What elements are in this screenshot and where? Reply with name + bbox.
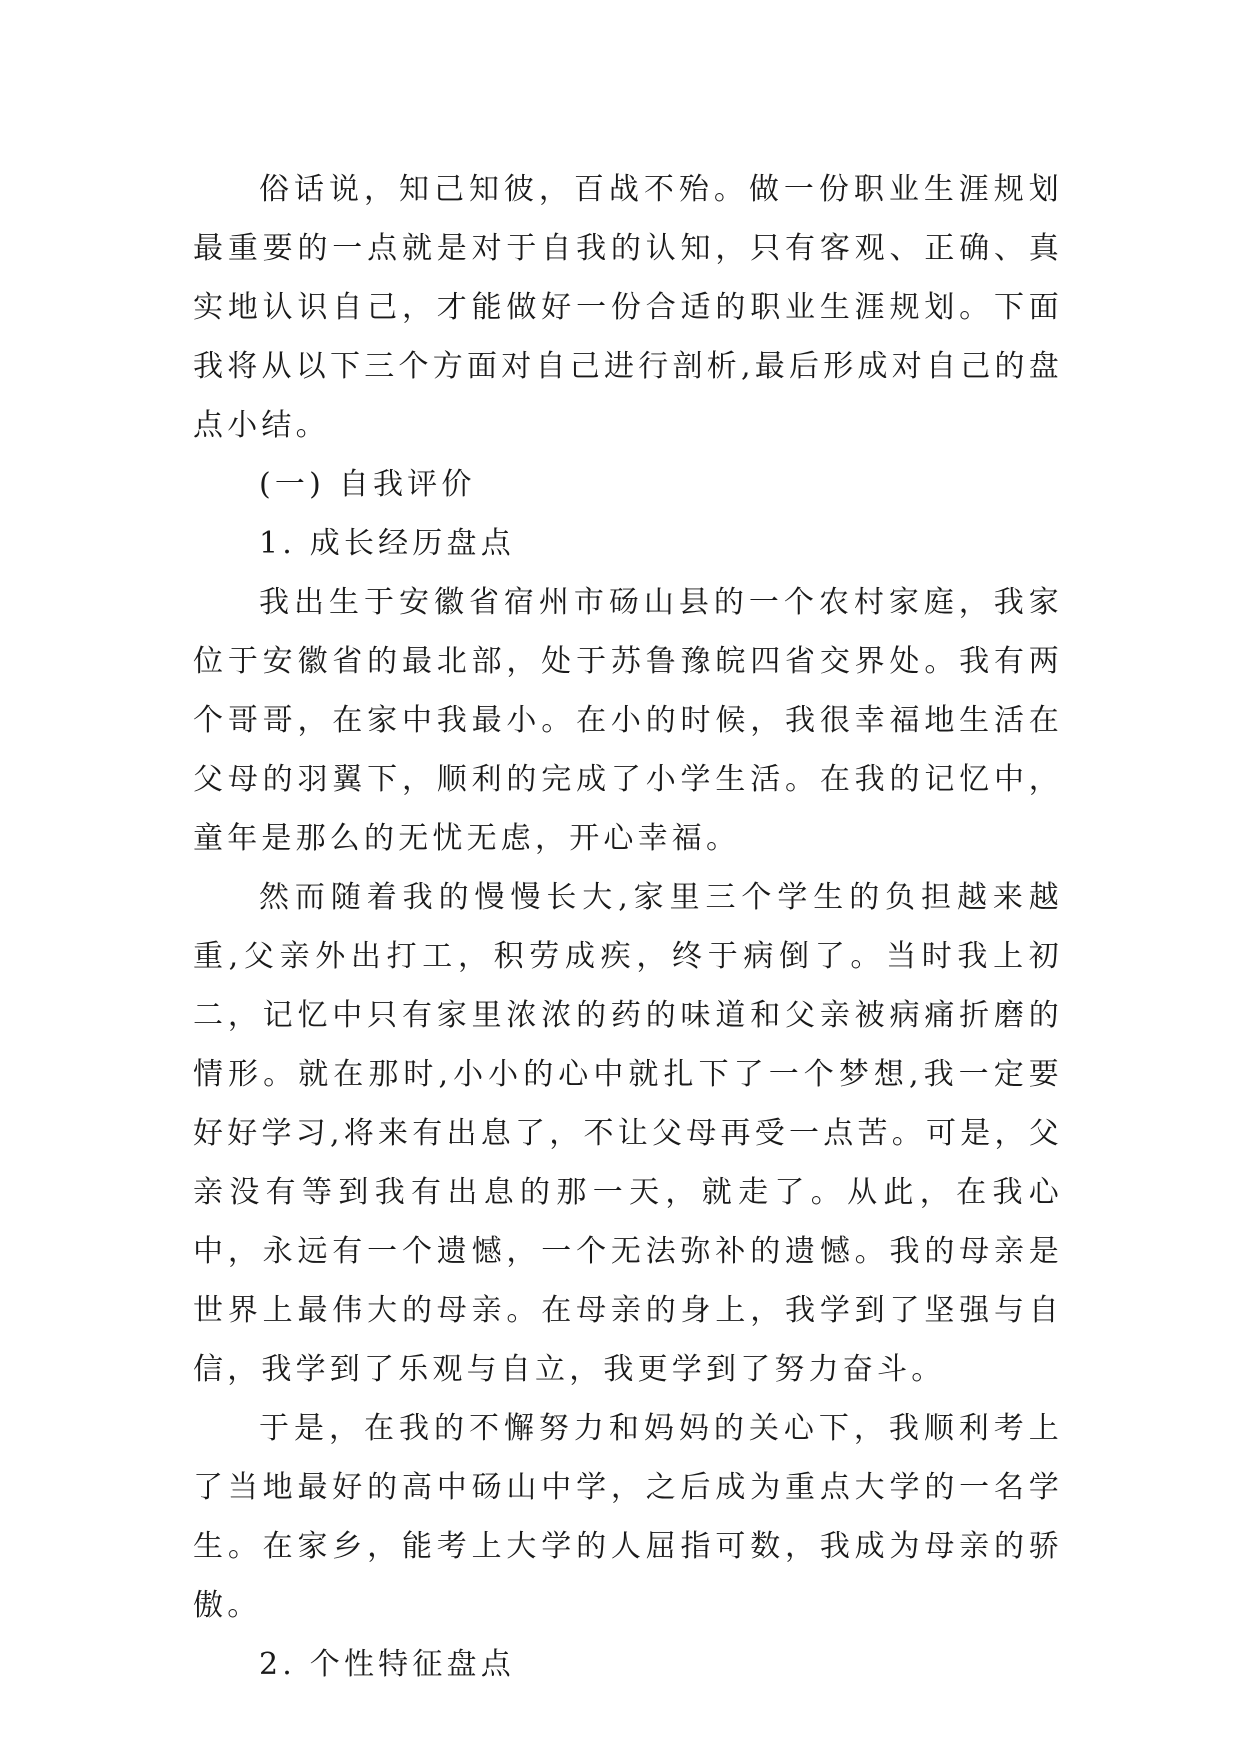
intro-paragraph: 俗话说，知己知彼，百战不殆。做一份职业生涯规划最重要的一点就是对于自我的认知，只有客观、正确、真实地认识自己，才能做好一份合适的职业生涯规划。下面我将从以下三个方面对自己进行剖析,最后形成对自己的盘点小结。 bbox=[193, 172, 1063, 443]
document-body bbox=[193, 160, 1063, 1694]
growth-paragraph-3: 于是，在我的不懈努力和妈妈的关心下，我顺利考上了当地最好的高中砀山中学，之后成为重点大学的一名学生。在家乡，能考上大学的人屈指可数，我成为母亲的骄傲。 bbox=[193, 1411, 1063, 1623]
growth-paragraph-1: 我出生于安徽省宿州市砀山县的一个农村家庭，我家位于安徽省的最北部，处于苏鲁豫皖四省交界处。我有两个哥哥，在家中我最小。在小的时候，我很幸福地生活在父母的羽翼下，顺利的完成了小学生活。在我的记忆中，童年是那么的无忧无虑，开心幸福。 bbox=[193, 585, 1063, 856]
subsection-heading-personality: 2. 个性特征盘点 bbox=[259, 1647, 515, 1682]
section-heading-self-evaluation: (一) 自我评价 bbox=[259, 467, 476, 502]
growth-paragraph-2: 然而随着我的慢慢长大,家里三个学生的负担越来越重,父亲外出打工，积劳成疾，终于病倒了。当时我上初二，记忆中只有家里浓浓的药的味道和父亲被病痛折磨的情形。就在那时,小小的心中就扎下了一个梦想,我一定要好好学习,将来有出息了，不让父母再受一点苦。可是，父亲没有等到我有出息的那一天，就走了。从此，在我心中，永远有一个遗憾，一个无法弥补的遗憾。我的母亲是世界上最伟大的母亲。在母亲的身上，我学到了坚强与自信，我学到了乐观与自立，我更学到了努力奋斗。 bbox=[193, 880, 1063, 1387]
subsection-heading-growth: 1. 成长经历盘点 bbox=[259, 526, 515, 561]
